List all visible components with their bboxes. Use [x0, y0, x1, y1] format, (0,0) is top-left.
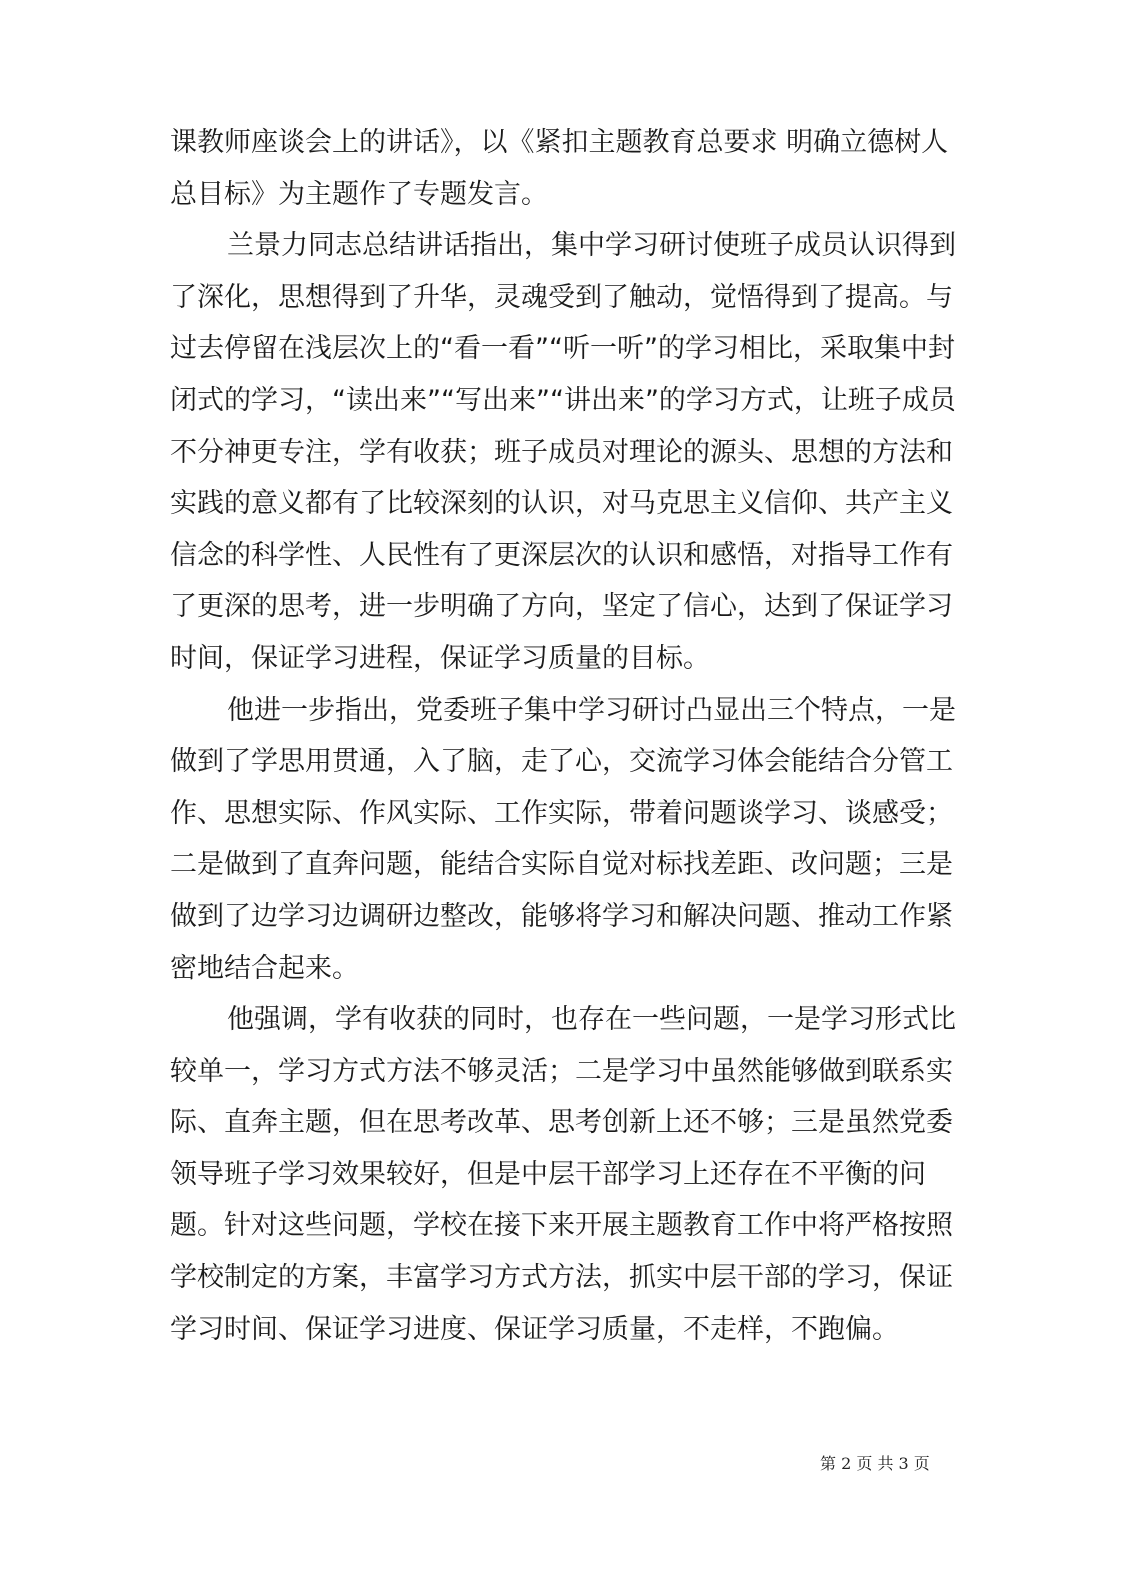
text-line: 题。针对这些问题，学校在接下来开展主题教育工作中将严格按照	[170, 1210, 953, 1242]
text-line: 较单一，学习方式方法不够灵活；二是学习中虽然能够做到联系实	[170, 1055, 953, 1087]
text-line: 做到了边学习边调研边整改，能够将学习和解决问题、推动工作紧	[170, 900, 953, 932]
text-line: 时间，保证学习进程，保证学习质量的目标。	[170, 642, 710, 674]
text-line: 闭式的学习，“读出来”“写出来”“讲出来”的学习方式，让班子成员	[170, 384, 956, 416]
text-line: 总目标》为主题作了专题发言。	[170, 178, 548, 210]
text-line: 学习时间、保证学习进度、保证学习质量，不走样，不跑偏。	[170, 1313, 899, 1345]
text-line: 了深化，思想得到了升华，灵魂受到了触动，觉悟得到了提高。与	[170, 281, 953, 313]
text-line: 做到了学思用贯通，入了脑，走了心，交流学习体会能结合分管工	[170, 746, 953, 778]
text-line: 二是做到了直奔问题，能结合实际自觉对标找差距、改问题；三是	[170, 849, 953, 881]
text-line: 过去停留在浅层次上的“看一看”“听一听”的学习相比，采取集中封	[170, 333, 955, 365]
page-number-footer: 第 2 页 共 3 页	[820, 1454, 930, 1473]
text-line: 不分神更专注，学有收获；班子成员对理论的源头、思想的方法和	[170, 436, 953, 468]
text-line: 实践的意义都有了比较深刻的认识，对马克思主义信仰、共产主义	[170, 488, 953, 520]
paragraph-start-line: 他强调，学有收获的同时，也存在一些问题，一是学习形式比	[227, 1004, 956, 1036]
text-line: 作、思想实际、作风实际、工作实际，带着问题谈学习、谈感受；	[170, 797, 953, 829]
text-line: 学校制定的方案，丰富学习方式方法，抓实中层干部的学习，保证	[170, 1262, 953, 1294]
text-line: 了更深的思考，进一步明确了方向，坚定了信心，达到了保证学习	[170, 591, 953, 623]
text-line: 际、直奔主题，但在思考改革、思考创新上还不够；三是虽然党委	[170, 1107, 953, 1139]
text-line: 领导班子学习效果较好，但是中层干部学习上还存在不平衡的问	[170, 1158, 926, 1190]
body-text	[170, 117, 956, 1355]
paragraph-start-line: 他进一步指出，党委班子集中学习研讨凸显出三个特点，一是	[227, 694, 956, 726]
text-line: 密地结合起来。	[170, 952, 359, 984]
paragraph-start-line: 兰景力同志总结讲话指出，集中学习研讨使班子成员认识得到	[227, 230, 956, 262]
text-line: 课教师座谈会上的讲话》，以《紧扣主题教育总要求 明确立德树人	[170, 127, 949, 158]
text-line: 信念的科学性、人民性有了更深层次的认识和感悟，对指导工作有	[170, 539, 953, 571]
